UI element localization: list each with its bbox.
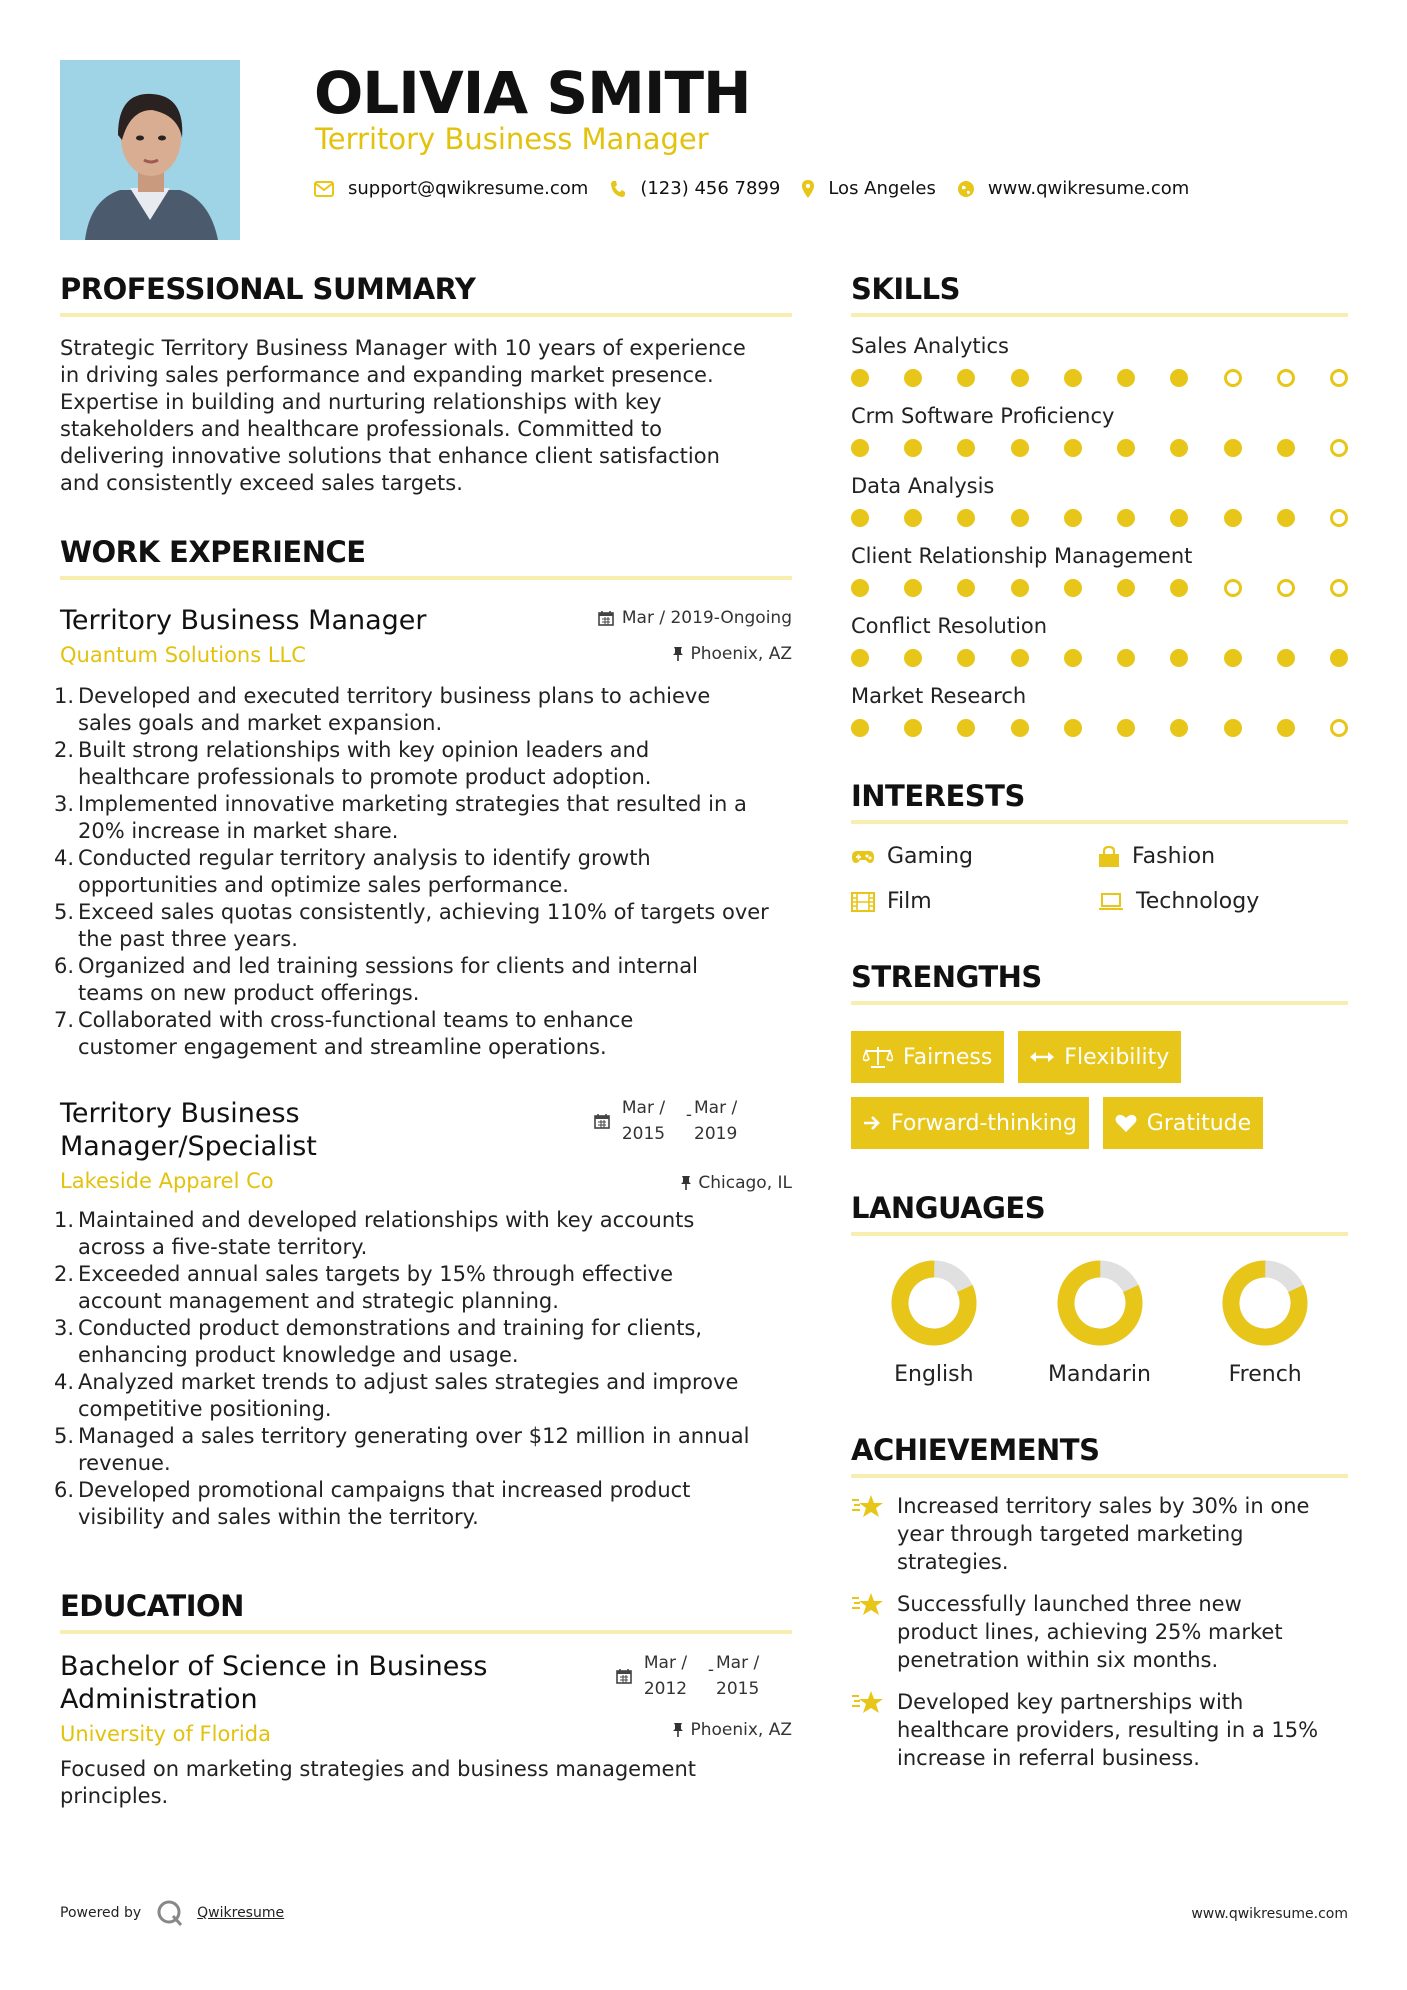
skill-dot-filled [851, 719, 869, 737]
heart-icon [1115, 1113, 1137, 1133]
interest-item: Film [851, 889, 1098, 914]
contact-email[interactable] [314, 178, 588, 199]
location-text: Los Angeles [828, 178, 936, 199]
education-entry [60, 1650, 792, 1810]
skill-dot-filled [957, 509, 975, 527]
skill-dot-filled [851, 439, 869, 457]
footer-site-link[interactable]: www.qwikresume.com [1191, 1906, 1348, 1922]
email-text: support@qwikresume.com [348, 178, 589, 199]
skill-dot-filled [1117, 649, 1135, 667]
interests-heading: INTERESTS [851, 779, 1348, 824]
skill-dot-filled [1064, 649, 1082, 667]
education-location: Phoenix, AZ [672, 1720, 792, 1740]
languages-heading: LANGUAGES [851, 1191, 1348, 1236]
skill-dot-filled [851, 579, 869, 597]
calendar-icon [598, 610, 614, 626]
profile-photo [60, 60, 240, 240]
strength-badge: Fairness [851, 1031, 1004, 1083]
school-name: University of Florida [60, 1722, 271, 1746]
strength-badge: Forward-thinking [851, 1097, 1089, 1149]
language-item [1182, 1260, 1348, 1387]
skill-dot-filled [1117, 509, 1135, 527]
experience-heading: WORK EXPERIENCE [60, 535, 792, 580]
pin-icon [680, 1175, 692, 1191]
skill-dot-filled [957, 649, 975, 667]
interest-item: Technology [1098, 889, 1348, 914]
interest-item: Fashion [1098, 844, 1348, 869]
skill-dot-filled [957, 719, 975, 737]
skill-dot-filled [1170, 509, 1188, 527]
skill-dot-filled [1170, 649, 1188, 667]
list-item: 4. Analyzed market trends to adjust sales strategies and improve competitive positioning. [54, 1370, 739, 1421]
achievements-heading: ACHIEVEMENTS [851, 1433, 1348, 1478]
language-item [851, 1260, 1017, 1387]
arrows-horizontal-icon [1030, 1050, 1054, 1064]
strength-badge: Gratitude [1103, 1097, 1263, 1149]
achievement-item: Successfully launched three new product lines, achieving 25% market penetration within six months. [851, 1590, 1348, 1674]
contact-phone[interactable] [610, 178, 780, 199]
skill-dot-filled [904, 579, 922, 597]
map-marker-icon [802, 180, 814, 198]
skill-item: Crm Software Proficiency [851, 403, 1348, 457]
skill-dot-filled [957, 579, 975, 597]
language-name: Mandarin [1048, 1362, 1151, 1387]
film-icon [851, 892, 875, 912]
skills-list [851, 333, 1348, 737]
skill-dot-filled [1011, 509, 1029, 527]
skill-rating [851, 579, 1348, 597]
skill-dot-filled [1277, 509, 1295, 527]
skill-item: Client Relationship Management [851, 543, 1348, 597]
list-item: 6. Organized and led training sessions for clients and internal teams on new product offerings. [54, 954, 699, 1005]
language-gauge [1222, 1260, 1308, 1346]
list-item: 3. Implemented innovative marketing strategies that resulted in a 20% increase in market share. [54, 792, 747, 843]
skill-dot-filled [851, 509, 869, 527]
skill-dot-filled [1277, 439, 1295, 457]
list-item: 2. Built strong relationships with key opinion leaders and healthcare professionals to promote product adoption. [54, 738, 652, 789]
languages-list [851, 1260, 1348, 1387]
gamepad-icon [851, 849, 875, 865]
calendar-icon [616, 1668, 632, 1684]
skill-dot-filled [1011, 719, 1029, 737]
education-description: Focused on marketing strategies and business management principles. [60, 1757, 696, 1808]
skill-item: Sales Analytics [851, 333, 1348, 387]
skill-dot-filled [1277, 649, 1295, 667]
skill-dot-empty [1330, 369, 1348, 387]
job-entry [54, 1097, 792, 1531]
skill-dot-filled [904, 509, 922, 527]
skill-dot-empty [1330, 509, 1348, 527]
skill-rating [851, 369, 1348, 387]
globe-icon [958, 181, 974, 197]
skill-dot-filled [1224, 509, 1242, 527]
list-item: 4. Conducted regular territory analysis to identify growth opportunities and optimize sales performance. [54, 846, 651, 897]
skill-dot-filled [957, 439, 975, 457]
skill-dot-filled [1064, 369, 1082, 387]
language-gauge [1057, 1260, 1143, 1346]
skill-dot-filled [1011, 579, 1029, 597]
language-name: English [894, 1362, 974, 1387]
skill-dot-empty [1330, 719, 1348, 737]
skill-dot-filled [851, 649, 869, 667]
skill-dot-filled [1117, 439, 1135, 457]
skill-dot-empty [1330, 579, 1348, 597]
skill-dot-filled [1064, 509, 1082, 527]
skill-item: Conflict Resolution [851, 613, 1348, 667]
contact-website[interactable] [958, 178, 1189, 199]
contact-location [802, 178, 936, 199]
job-company: Quantum Solutions LLC [60, 643, 306, 667]
achievement-item: Developed key partnerships with healthcare providers, resulting in a 15% increase in referral business. [851, 1688, 1348, 1772]
skill-dot-filled [1170, 369, 1188, 387]
skill-dot-filled [851, 369, 869, 387]
list-item: 7. Collaborated with cross-functional teams to enhance customer engagement and streamline operations. [54, 1008, 634, 1059]
star-icon [851, 1494, 885, 1520]
skill-dot-filled [1170, 439, 1188, 457]
skill-dot-filled [1330, 649, 1348, 667]
strength-badge: Flexibility [1018, 1031, 1181, 1083]
phone-text: (123) 456 7899 [640, 178, 781, 199]
job-date: Mar / 2015 - Mar / 2019 [594, 1095, 750, 1147]
calendar-icon [594, 1113, 610, 1129]
skill-dot-filled [1011, 439, 1029, 457]
list-item: 6. Developed promotional campaigns that increased product visibility and sales within the territory. [54, 1478, 691, 1529]
list-item: 5. Managed a sales territory generating over $12 million in annual revenue. [54, 1424, 750, 1475]
list-item: 1. Maintained and developed relationships with key accounts across a five-state territory. [54, 1208, 695, 1259]
laptop-icon [1098, 893, 1124, 911]
interest-item: Gaming [851, 844, 1098, 869]
skill-dot-filled [1117, 719, 1135, 737]
skill-dot-empty [1330, 439, 1348, 457]
education-heading: EDUCATION [60, 1589, 792, 1634]
candidate-title: Territory Business Manager [315, 122, 709, 156]
job-bullets [54, 1207, 792, 1531]
website-text: www.qwikresume.com [987, 178, 1190, 199]
footer-powered-by: Powered by Qwikresume [60, 1898, 284, 1928]
phone-icon [610, 180, 626, 198]
job-entry [54, 604, 792, 1061]
achievements-list [851, 1492, 1348, 1772]
strengths-list [851, 1017, 1348, 1149]
job-company: Lakeside Apparel Co [60, 1169, 274, 1193]
job-title: Territory Business Manager [60, 605, 427, 636]
skill-rating [851, 719, 1348, 737]
job-date: Mar / 2019-Ongoing [598, 608, 792, 628]
list-item: 2. Exceeded annual sales targets by 15% through effective account management and strategic planning. [54, 1262, 674, 1313]
list-item: 1. Developed and executed territory business plans to achieve sales goals and market expansion. [54, 684, 711, 735]
pin-icon [672, 646, 684, 662]
skill-dot-filled [1224, 439, 1242, 457]
skill-rating [851, 439, 1348, 457]
job-bullets [54, 683, 792, 1061]
skill-dot-filled [1170, 719, 1188, 737]
skill-dot-filled [1224, 649, 1242, 667]
language-gauge [891, 1260, 977, 1346]
skill-dot-filled [1011, 369, 1029, 387]
skill-dot-filled [1011, 649, 1029, 667]
skill-dot-empty [1277, 369, 1295, 387]
pin-icon [672, 1722, 684, 1738]
skill-dot-filled [904, 369, 922, 387]
degree-title: Bachelor of Science in Business Administration [60, 1651, 488, 1715]
skills-heading: SKILLS [851, 272, 1348, 317]
qwikresume-logo-icon [155, 1898, 185, 1928]
skill-dot-empty [1224, 369, 1242, 387]
skill-item: Market Research [851, 683, 1348, 737]
skill-dot-filled [1117, 579, 1135, 597]
skill-dot-empty [1277, 579, 1295, 597]
skill-dot-filled [957, 369, 975, 387]
strengths-heading: STRENGTHS [851, 960, 1348, 1005]
interests-list [851, 844, 1348, 914]
list-item: 5. Exceed sales quotas consistently, achieving 110% of targets over the past three years. [54, 900, 769, 951]
skill-dot-filled [1170, 579, 1188, 597]
skill-dot-filled [1064, 439, 1082, 457]
skill-rating [851, 649, 1348, 667]
achievement-item: Increased territory sales by 30% in one year through targeted marketing strategies. [851, 1492, 1348, 1576]
skill-dot-filled [1064, 719, 1082, 737]
skill-dot-filled [904, 649, 922, 667]
shopping-bag-icon [1098, 846, 1120, 868]
summary-heading: PROFESSIONAL SUMMARY [60, 272, 792, 317]
list-item: 3. Conducted product demonstrations and training for clients, enhancing product knowledge and usage. [54, 1316, 703, 1367]
arrow-right-icon [863, 1114, 881, 1132]
skill-dot-filled [1277, 719, 1295, 737]
job-location: Chicago, IL [680, 1173, 792, 1193]
candidate-name: OLIVIA SMITH [314, 59, 751, 127]
contact-bar [314, 178, 1211, 199]
left-column [54, 272, 792, 1810]
language-item [1017, 1260, 1183, 1387]
right-column [851, 272, 1348, 1772]
scale-icon [863, 1046, 893, 1068]
skill-dot-filled [1224, 719, 1242, 737]
star-icon [851, 1592, 885, 1618]
education-date: Mar / 2012 - Mar / 2015 [616, 1650, 772, 1702]
job-title: Territory Business Manager/Specialist [60, 1098, 317, 1162]
skill-rating [851, 509, 1348, 527]
summary-text: Strategic Territory Business Manager with 10 years of experience in driving sales performance and expanding market presence. Expertise in building and nurturing relationships with key stakeholders and healthcare professionals. Committed to delivering innovative solutions that enhance client satisfaction and consistently exceed sales targets. [60, 336, 746, 495]
envelope-icon [314, 181, 334, 197]
star-icon [851, 1690, 885, 1716]
language-name: French [1228, 1362, 1302, 1387]
job-location: Phoenix, AZ [672, 644, 792, 664]
skill-dot-empty [1224, 579, 1242, 597]
skill-dot-filled [904, 719, 922, 737]
brand-link[interactable]: Qwikresume [197, 1905, 285, 1921]
skill-dot-filled [1117, 369, 1135, 387]
skill-item: Data Analysis [851, 473, 1348, 527]
skill-dot-filled [904, 439, 922, 457]
skill-dot-filled [1064, 579, 1082, 597]
